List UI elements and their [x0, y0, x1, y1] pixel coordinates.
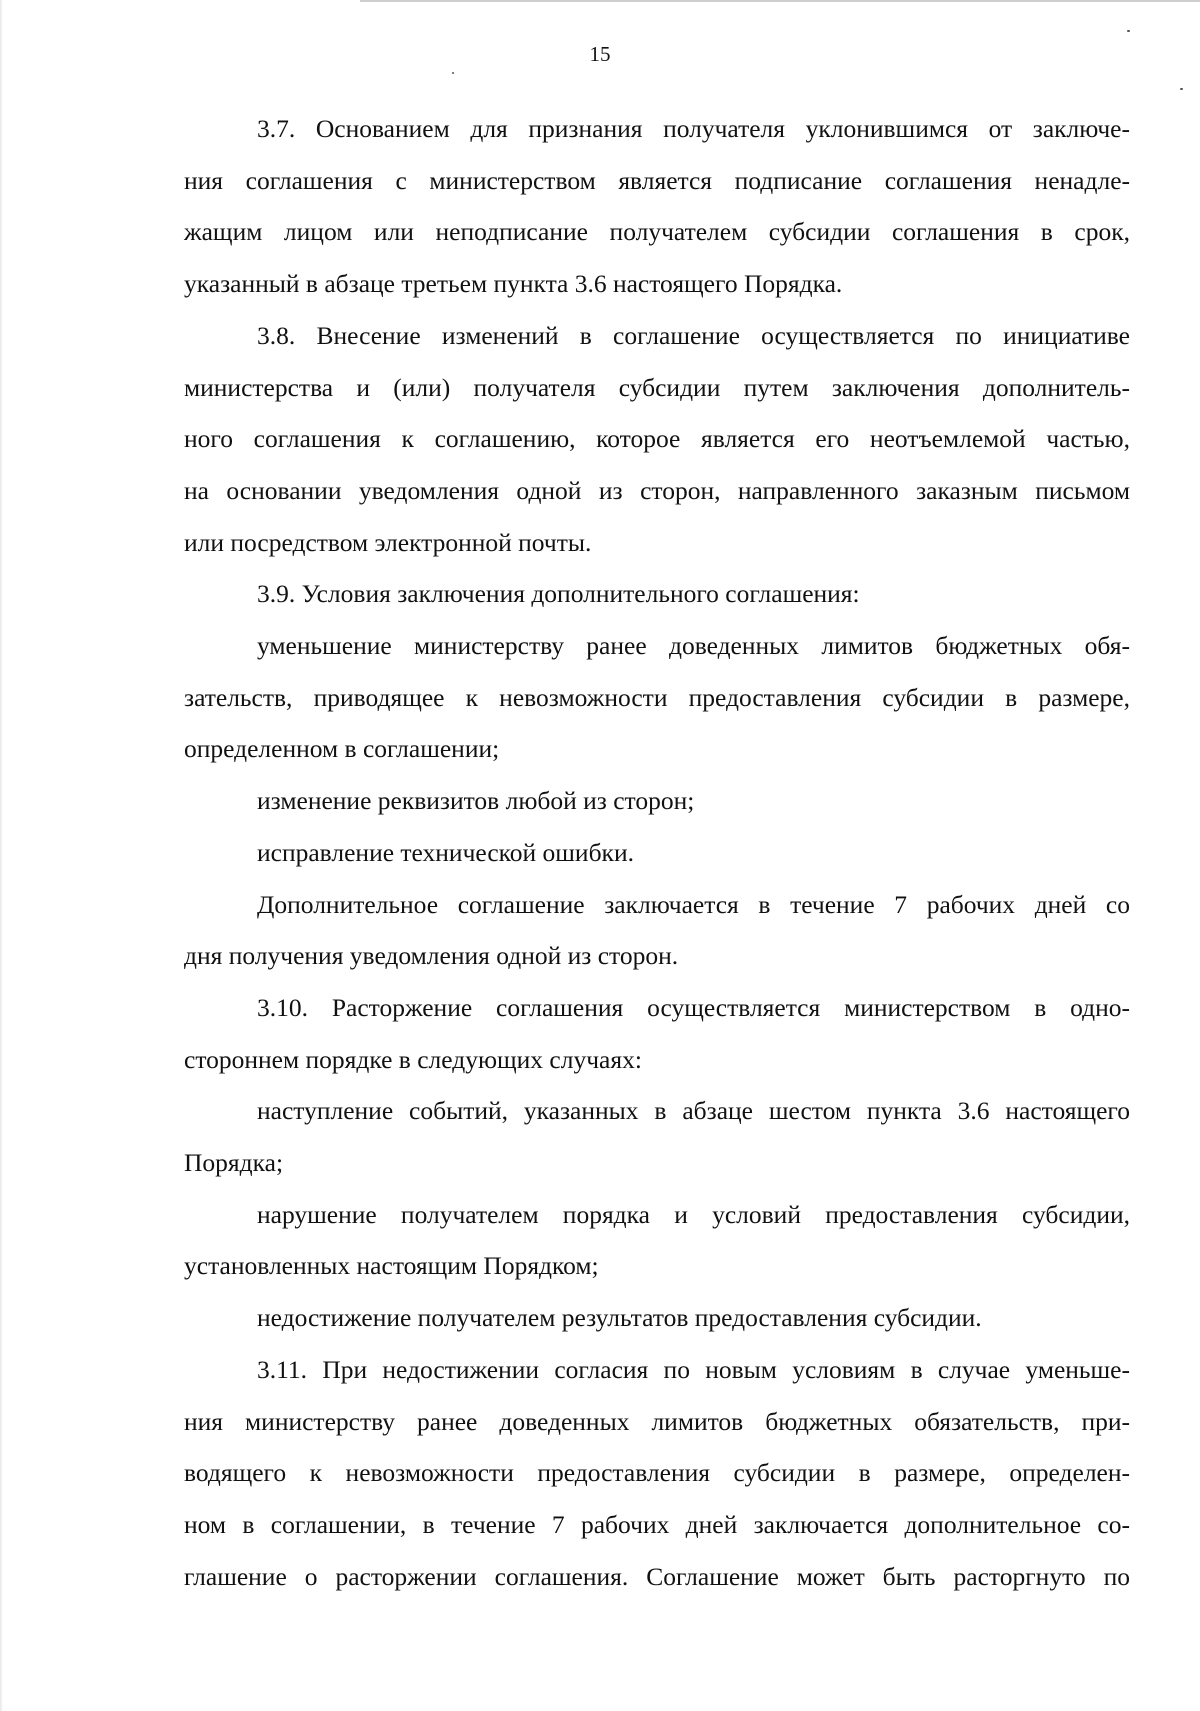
text-line: исправление технической ошибки. [257, 837, 634, 867]
text-line: стороннем порядке в следующих случаях: [184, 1044, 642, 1074]
scan-speck [1180, 88, 1183, 90]
text-line: водящего к невозможности предоставления субсидии в размере, определен- [184, 1458, 1130, 1488]
paragraph [184, 620, 1130, 775]
text-line: нарушение получателем порядка и условий предоставления субсидии, [257, 1199, 1130, 1229]
paragraph [184, 827, 1130, 879]
page-number: 15 [589, 42, 611, 66]
paragraph [184, 775, 1130, 827]
text-line: наступление событий, указанных в абзаце шестом пункта 3.6 настоящего [257, 1096, 1130, 1126]
text-line: ния соглашения с министерством является подписание соглашения ненадле- [184, 165, 1130, 195]
paragraph [184, 1189, 1130, 1292]
text-line: на основании уведомления одной из сторон, направленного заказным письмом [184, 475, 1130, 505]
text-line: недостижение получателем результатов предоставления субсидии. [257, 1303, 982, 1333]
text-line: Порядка; [184, 1148, 284, 1178]
scan-edge-left [0, 0, 3, 1711]
scan-edge-top [360, 0, 1200, 2]
text-line: определенном в соглашении; [184, 734, 500, 764]
text-line: ного соглашения к соглашению, которое является его неотъемлемой частью, [184, 424, 1130, 454]
text-line: министерства и (или) получателя субсидии путем заключения дополнитель- [184, 372, 1130, 402]
scan-speck [452, 72, 454, 74]
document-body [184, 103, 1130, 1602]
text-line: указанный в абзаце третьем пункта 3.6 настоящего Порядка. [184, 269, 843, 299]
text-line: изменение реквизитов любой из сторон; [257, 786, 695, 816]
text-line: дня получения уведомления одной из сторон. [184, 941, 679, 971]
text-line: 3.7. Основанием для признания получателя уклонившимся от заключе- [257, 114, 1130, 143]
text-line: 3.11. При недостижении согласия по новым условиям в случае уменьше- [257, 1354, 1130, 1384]
text-line: установленных настоящим Порядком; [184, 1251, 599, 1281]
paragraph [184, 982, 1130, 1085]
text-line: уменьшение министерству ранее доведенных лимитов бюджетных обя- [257, 631, 1130, 661]
paragraph [184, 568, 1130, 620]
paragraph [184, 1292, 1130, 1344]
text-line: зательств, приводящее к невозможности предоставления субсидии в размере, [184, 682, 1130, 712]
paragraph [184, 103, 1130, 310]
paragraph [184, 1344, 1130, 1603]
text-line: Дополнительное соглашение заключается в течение 7 рабочих дней со [257, 889, 1130, 919]
text-line: 3.8. Внесение изменений в соглашение осуществляется по инициативе [257, 320, 1130, 350]
text-line: 3.9. Условия заключения дополнительного соглашения: [257, 579, 860, 609]
scan-speck [1127, 30, 1130, 32]
text-line: ном в соглашении, в течение 7 рабочих дней заключается дополнительное со- [184, 1509, 1130, 1539]
text-line: глашение о расторжении соглашения. Соглашение может быть расторгнуто по [184, 1561, 1130, 1591]
text-line: жащим лицом или неподписание получателем субсидии соглашения в срок, [184, 217, 1130, 247]
paragraph [184, 1085, 1130, 1188]
paragraph [184, 310, 1130, 569]
paragraph [184, 879, 1130, 982]
text-line: 3.10. Расторжение соглашения осуществляется министерством в одно- [257, 992, 1130, 1022]
text-line: или посредством электронной почты. [184, 527, 592, 557]
text-line: ния министерству ранее доведенных лимитов бюджетных обязательств, при- [184, 1406, 1130, 1436]
